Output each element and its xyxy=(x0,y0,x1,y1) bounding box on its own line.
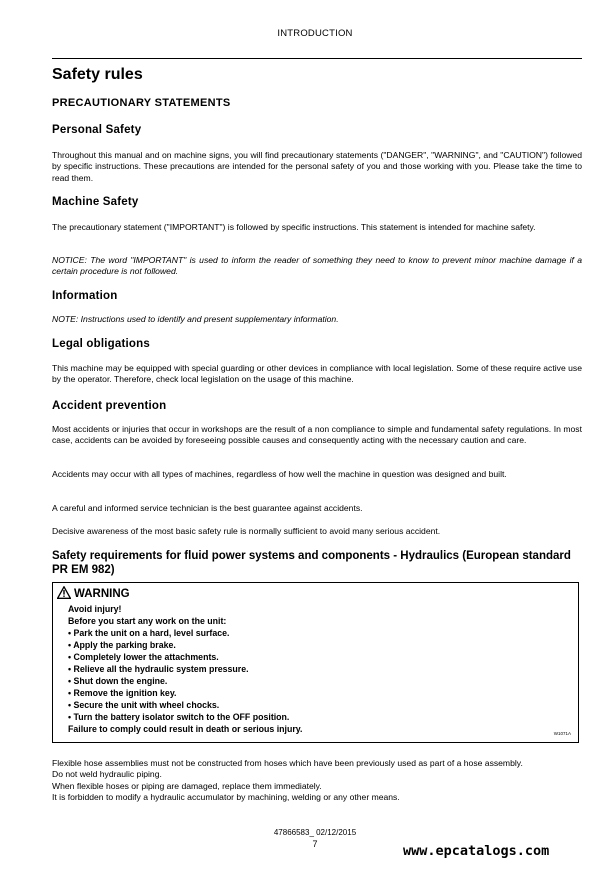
warning-code: W1071A xyxy=(553,731,571,736)
heading-machine-safety: Machine Safety xyxy=(52,196,139,208)
notice-machine-safety: NOTICE: The word "IMPORTANT" is used to inform the reader of something they need to know to prevent minor machine damage if a certain procedure is not followed. xyxy=(52,255,582,277)
paragraph-accident-4: Decisive awareness of the most basic safety rule is normally sufficient to avoid many serious accident. xyxy=(52,526,441,536)
footer-doc-ref: 47866583_ 02/12/2015 xyxy=(273,828,357,837)
heading-personal-safety: Personal Safety xyxy=(52,124,142,136)
warning-line: • Secure the unit with wheel chocks. xyxy=(68,700,220,710)
warning-triangle-icon xyxy=(57,586,71,602)
hydraulics-rule: Flexible hose assemblies must not be constructed from hoses which have been previously used as part of a hose assembly. xyxy=(52,758,523,768)
page-title: Safety rules xyxy=(52,66,143,83)
paragraph-legal: This machine may be equipped with special guarding or other devices in compliance with local legislation. Some of these require active use by the operator. Therefore, check local legislation on the usage of this machine. xyxy=(52,363,582,385)
paragraph-personal-safety: Throughout this manual and on machine signs, you will find precautionary statements ("DANGER", "WARNING", and "CAUTION") followed by specific instructions. These precautions are intended for the personal safety of you and those working with you. Please take the time to read them. xyxy=(52,150,582,183)
warning-label: WARNING xyxy=(74,588,130,600)
heading-accident-prevention: Accident prevention xyxy=(52,400,167,412)
warning-header xyxy=(57,586,130,602)
paragraph-accident-2: Accidents may occur with all types of machines, regardless of how well the machine in question was designed and built. xyxy=(52,469,507,479)
page-number: 7 xyxy=(312,839,318,849)
warning-line: • Turn the battery isolator switch to the OFF position. xyxy=(68,712,290,722)
hydraulics-rule: It is forbidden to modify a hydraulic accumulator by machining, welding or any other means. xyxy=(52,792,400,803)
note-information: NOTE: Instructions used to identify and present supplementary information. xyxy=(52,314,339,324)
paragraph-accident-3: A careful and informed service technician is the best guarantee against accidents. xyxy=(52,503,363,513)
section-subtitle: PRECAUTIONARY STATEMENTS xyxy=(52,97,231,109)
heading-information: Information xyxy=(52,290,118,302)
watermark: www.epcatalogs.com xyxy=(403,843,550,859)
warning-line: Before you start any work on the unit: xyxy=(68,616,227,626)
hydraulics-rules xyxy=(52,758,582,804)
warning-line: • Relieve all the hydraulic system pressure. xyxy=(68,664,249,674)
heading-legal-obligations: Legal obligations xyxy=(52,338,150,350)
warning-line: • Completely lower the attachments. xyxy=(68,652,219,662)
warning-line: • Remove the ignition key. xyxy=(68,688,177,698)
heading-hydraulics: Safety requirements for fluid power systems and components - Hydraulics (European standard PR EM 982) xyxy=(52,550,571,576)
warning-line: • Park the unit on a hard, level surface. xyxy=(68,628,230,638)
page-header: INTRODUCTION xyxy=(277,28,353,39)
paragraph-accident-1: Most accidents or injuries that occur in workshops are the result of a non compliance to simple and fundamental safety regulations. In most case, accidents can be avoided by foreseeing possible causes and consequently acting with the necessary caution and care. xyxy=(52,424,582,446)
hydraulics-rule: Do not weld hydraulic piping. xyxy=(52,769,162,780)
warning-box xyxy=(52,582,579,743)
warning-lines xyxy=(68,603,302,735)
warning-line: • Shut down the engine. xyxy=(68,676,168,686)
header-divider xyxy=(52,58,582,59)
warning-line: Avoid injury! xyxy=(68,604,122,614)
hydraulics-rule: When flexible hoses or piping are damaged, replace them immediately. xyxy=(52,780,322,791)
warning-line: • Apply the parking brake. xyxy=(68,640,176,650)
paragraph-machine-safety: The precautionary statement ("IMPORTANT") is followed by specific instructions. This statement is intended for machine safety. xyxy=(52,222,536,232)
warning-line: Failure to comply could result in death or serious injury. xyxy=(68,724,303,734)
